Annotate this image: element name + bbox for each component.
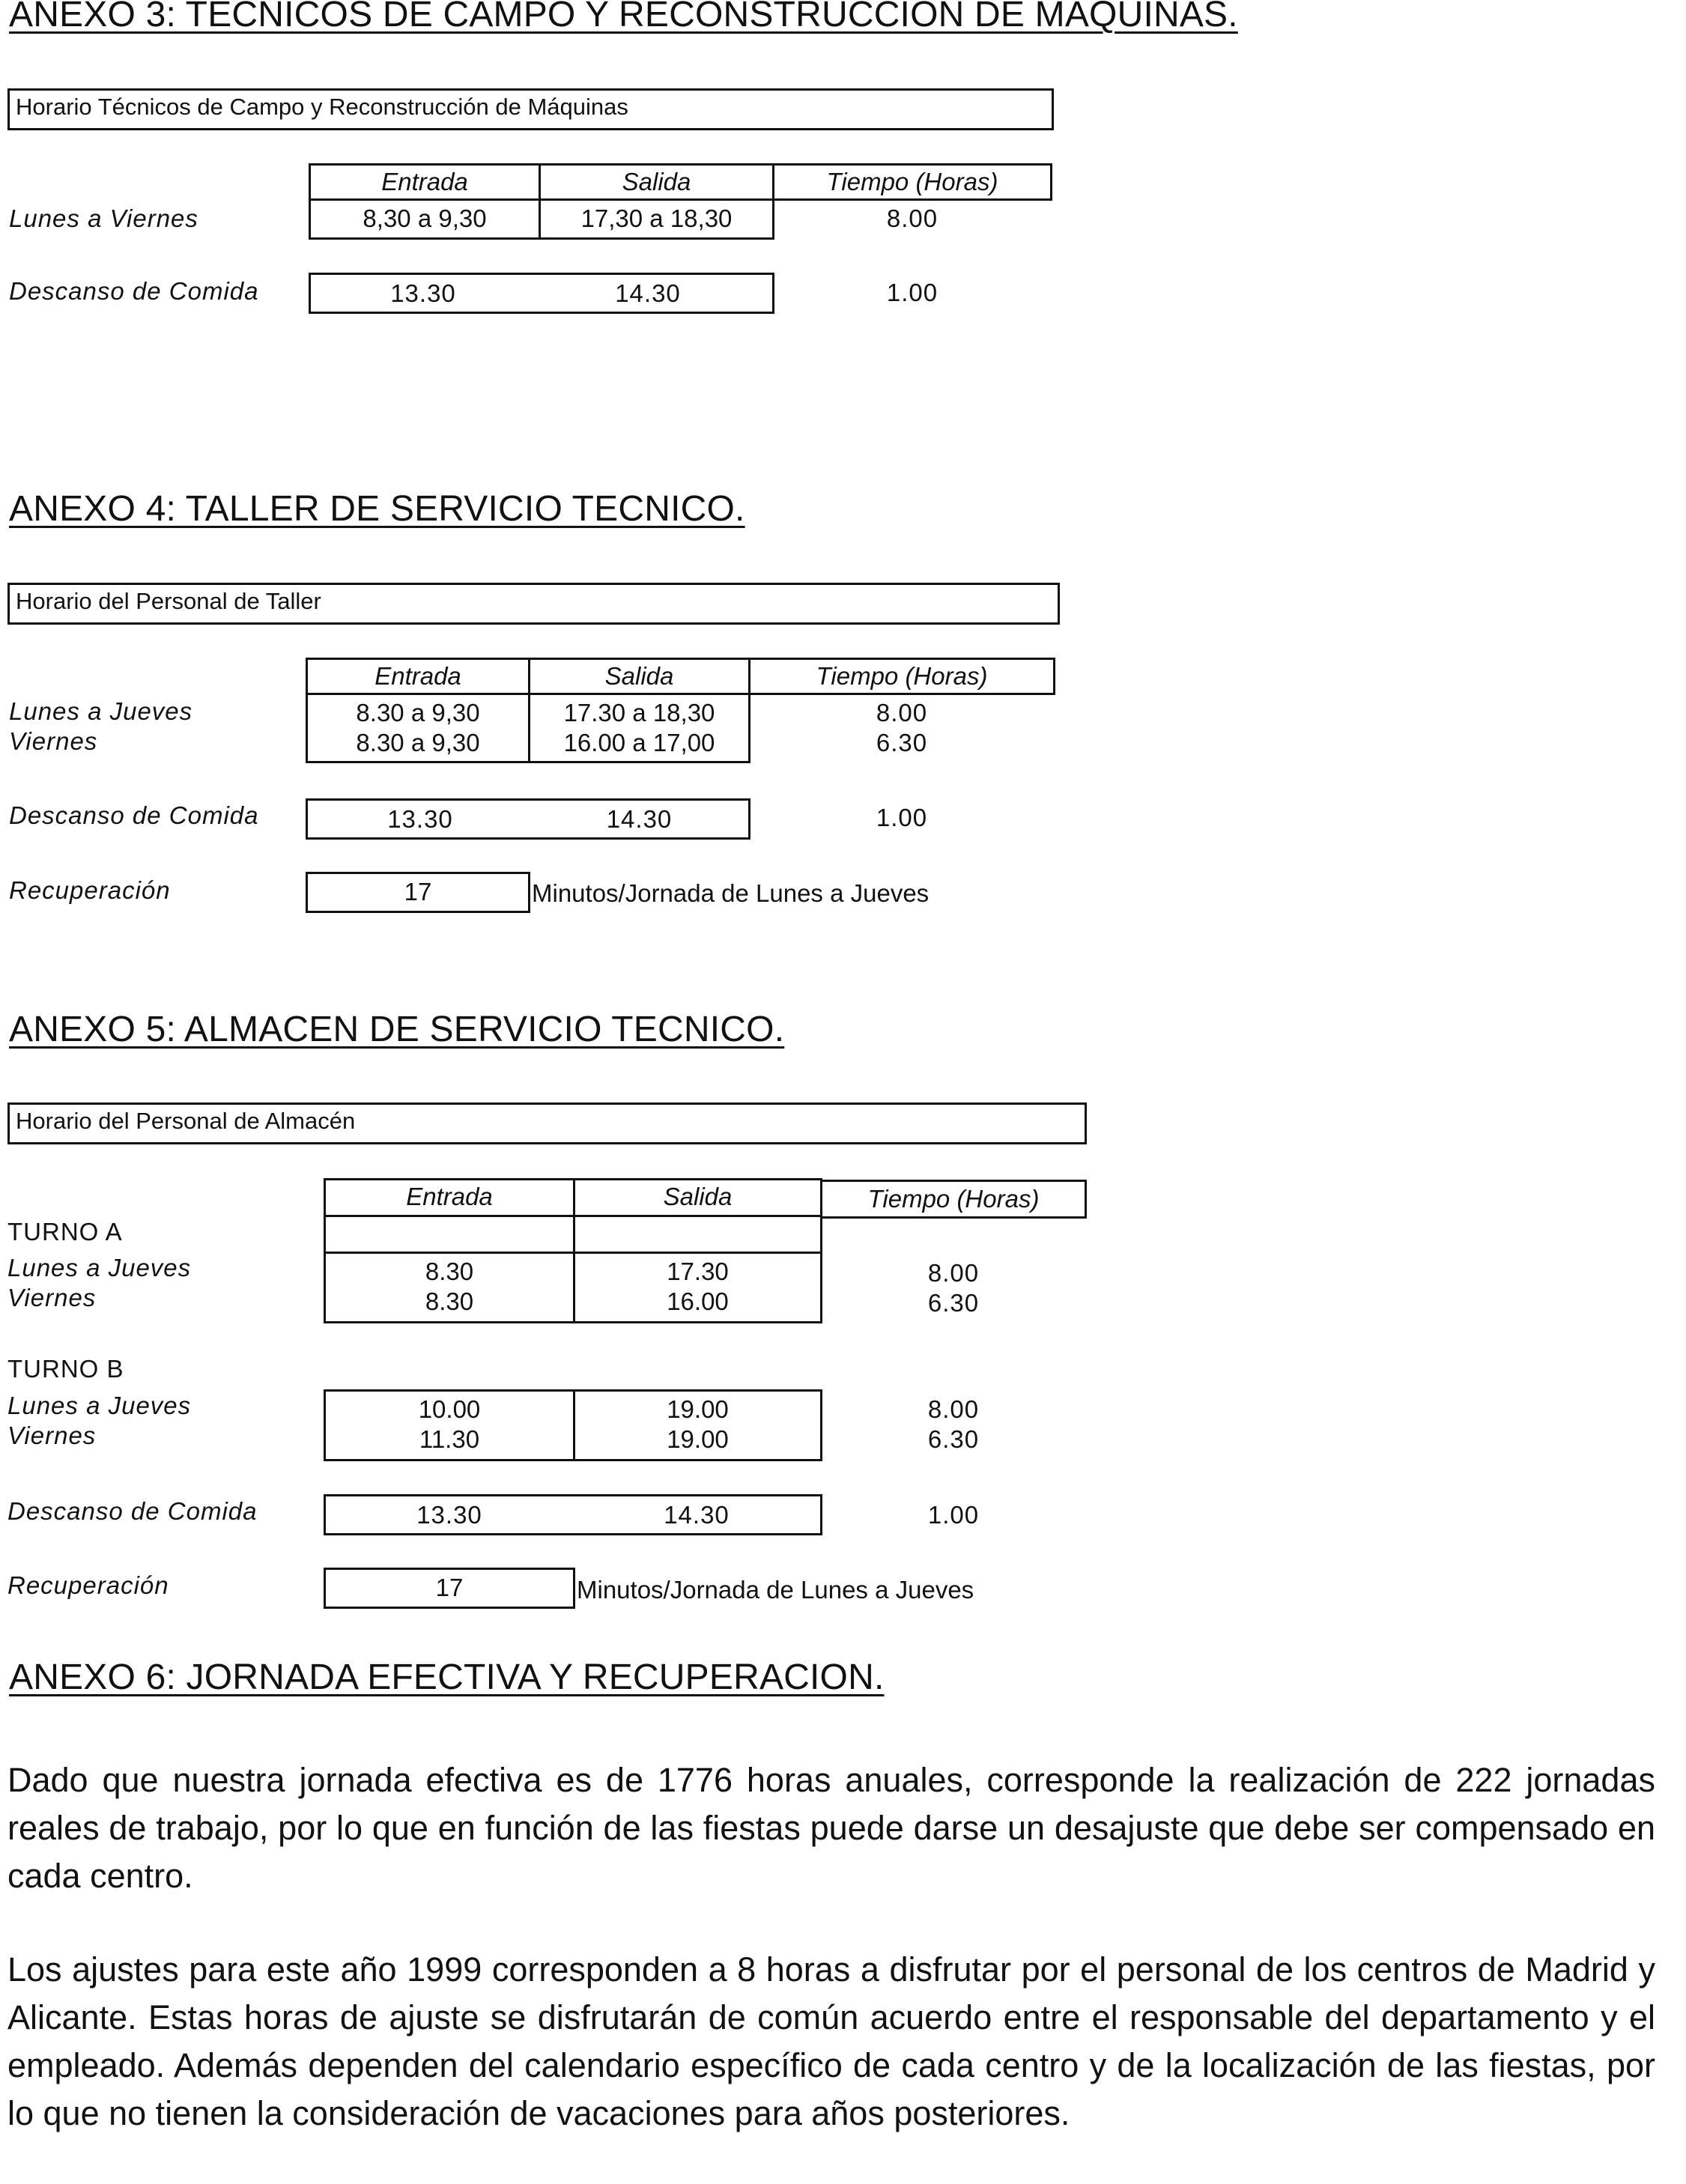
anexo3-title-box: Horario Técnicos de Campo y Reconstrucción de Máquinas: [7, 88, 1054, 130]
anexo5-turno-a-row-labels: [7, 1253, 191, 1313]
anexo4-recuperacion-value: 17: [306, 872, 530, 913]
anexo4-salida-value: 17.30 a 18,30: [563, 699, 715, 727]
anexo5-turno-b-tiempo-values: [820, 1395, 1087, 1455]
anexo5-tiempo-value: 8.00: [927, 1259, 980, 1287]
anexo4-recuperacion-text: Minutos/Jornada de Lunes a Jueves: [532, 879, 930, 907]
anexo5-heading: ANEXO 5: ALMACEN DE SERVICIO TECNICO.: [9, 1010, 785, 1049]
anexo5-entrada-value: 10.00: [418, 1395, 481, 1423]
anexo3-heading: ANEXO 3: TECNICOS DE CAMPO Y RECONSTRUCCION DE MAQUINAS.: [9, 0, 1238, 34]
anexo5-turno-b-entrada-cell: [324, 1389, 575, 1461]
anexo4-entrada-cell: [306, 693, 530, 763]
anexo4-header-entrada: Entrada: [306, 658, 530, 695]
anexo5-turno-a-tiempo-values: [820, 1258, 1087, 1318]
anexo4-salida-value: 16.00 a 17,00: [563, 729, 715, 756]
anexo5-tiempo-value: 8.00: [927, 1395, 980, 1423]
anexo4-descanso-end: 14.30: [606, 805, 673, 833]
anexo4-entrada-value: 8.30 a 9,30: [356, 699, 480, 727]
anexo4-row-label: Viernes: [9, 727, 98, 755]
anexo3-descanso-start: 13.30: [390, 279, 456, 307]
anexo3-salida-cell: 17,30 a 18,30: [539, 198, 774, 240]
anexo5-descanso-tiempo: 1.00: [927, 1501, 980, 1529]
anexo4-salida-cell: [528, 693, 750, 763]
anexo3-header-tiempo: Tiempo (Horas): [772, 163, 1052, 201]
anexo4-descanso-tiempo: 1.00: [876, 804, 928, 831]
anexo5-row-label: Viernes: [7, 1284, 97, 1311]
anexo5-entrada-value: 8.30: [425, 1287, 474, 1315]
anexo5-descanso-label: Descanso de Comida: [7, 1497, 258, 1525]
anexo4-tiempo-value: 8.00: [876, 699, 928, 727]
anexo3-header-entrada: Entrada: [309, 163, 541, 201]
anexo3-descanso-tiempo: 1.00: [886, 279, 938, 306]
anexo5-header-entrada: Entrada: [324, 1178, 575, 1217]
anexo5-turno-a-entrada-cell: [324, 1252, 575, 1323]
anexo4-descanso-box: [306, 798, 750, 840]
anexo5-recuperacion-label: Recuperación: [7, 1571, 169, 1599]
anexo4-row-label: Lunes a Jueves: [9, 697, 193, 725]
anexo5-salida-value: 16.00: [667, 1287, 729, 1315]
anexo5-tiempo-value: 6.30: [927, 1425, 980, 1453]
anexo3-header-salida: Salida: [539, 163, 774, 201]
anexo5-entrada-value: 11.30: [419, 1425, 480, 1453]
anexo4-heading: ANEXO 4: TALLER DE SERVICIO TECNICO.: [9, 489, 745, 529]
anexo5-row-label: Lunes a Jueves: [7, 1392, 192, 1419]
anexo3-descanso-end: 14.30: [615, 279, 681, 307]
anexo3-entrada-cell: 8,30 a 9,30: [309, 198, 541, 240]
anexo5-salida-value: 17.30: [667, 1258, 729, 1285]
anexo4-descanso-label: Descanso de Comida: [9, 801, 259, 829]
anexo4-header-tiempo: Tiempo (Horas): [748, 658, 1055, 695]
anexo4-entrada-value: 8.30 a 9,30: [356, 729, 480, 756]
anexo5-turno-b-row-labels: [7, 1391, 191, 1451]
anexo5-turno-a-label: TURNO A: [7, 1218, 123, 1246]
anexo5-tiempo-value: 6.30: [927, 1289, 980, 1317]
anexo4-descanso-start: 13.30: [387, 805, 453, 833]
anexo5-title-box: Horario del Personal de Almacén: [7, 1102, 1087, 1144]
anexo5-header-salida: Salida: [573, 1178, 822, 1217]
anexo5-recuperacion-value: 17: [324, 1568, 575, 1609]
anexo6-paragraph-1: Dado que nuestra jornada efectiva es de 1776 horas anuales, corresponde la realización de 222 jornadas reales de trabajo, por lo que en función de las fiestas puede darse un desajuste que debe ser compensado en cada centro.: [7, 1761, 1655, 1895]
anexo5-descanso-box: [324, 1494, 822, 1535]
anexo6-heading: ANEXO 6: JORNADA EFECTIVA Y RECUPERACION.: [9, 1657, 885, 1697]
anexo5-turno-b-label: TURNO B: [7, 1355, 124, 1383]
anexo4-header-salida: Salida: [528, 658, 750, 695]
anexo5-salida-value: 19.00: [667, 1395, 729, 1423]
anexo4-tiempo-value: 6.30: [876, 729, 928, 756]
anexo4-title-box: Horario del Personal de Taller: [7, 583, 1060, 625]
anexo5-turno-a-salida-cell: [573, 1252, 822, 1323]
anexo5-descanso-start: 13.30: [416, 1501, 482, 1529]
anexo5-turno-a-blank-cell: [324, 1215, 575, 1254]
anexo3-descanso-box: [309, 273, 774, 314]
anexo3-descanso-label: Descanso de Comida: [9, 277, 259, 305]
anexo5-row-label: Lunes a Jueves: [7, 1254, 192, 1281]
anexo5-header-tiempo: Tiempo (Horas): [820, 1180, 1087, 1219]
anexo3-tiempo-value: 8.00: [886, 204, 938, 232]
anexo5-salida-value: 19.00: [667, 1425, 729, 1453]
anexo5-descanso-end: 14.30: [664, 1501, 730, 1529]
anexo5-recuperacion-text: Minutos/Jornada de Lunes a Jueves: [577, 1576, 974, 1604]
anexo3-row-label: Lunes a Viernes: [9, 204, 198, 232]
anexo5-entrada-value: 8.30: [425, 1258, 474, 1285]
anexo5-turno-a-blank-cell: [573, 1215, 822, 1254]
anexo4-tiempo-values: [748, 698, 1055, 758]
anexo4-recuperacion-label: Recuperación: [9, 876, 171, 904]
anexo5-turno-b-salida-cell: [573, 1389, 822, 1461]
anexo5-row-label: Viernes: [7, 1422, 97, 1449]
anexo6-paragraph-2: Los ajustes para este año 1999 corresponden a 8 horas a disfrutar por el personal de los centros de Madrid y Alicante. Estas horas de ajuste se disfrutarán de común acuerdo entre el responsable del departamento y el empleado. Además dependen del calendario específico de cada centro y de la localización de las fiestas, por lo que no tienen la consideración de vacaciones para años posteriores.: [7, 1950, 1655, 2132]
anexo4-row-labels: [9, 697, 192, 756]
